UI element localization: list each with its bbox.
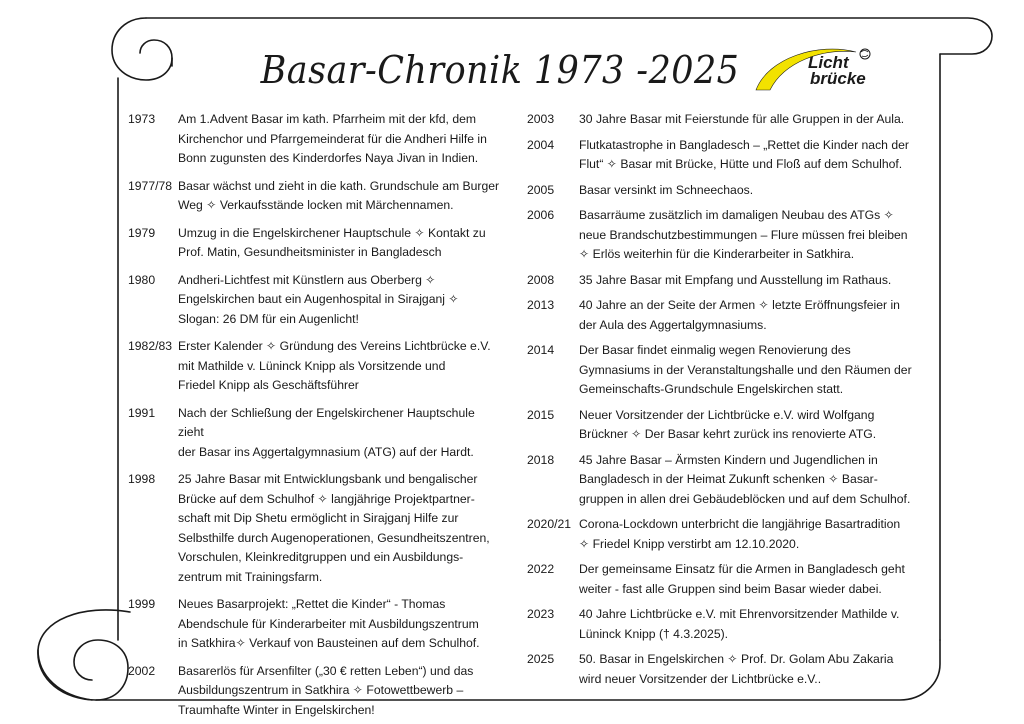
entry-text: 50. Basar in Engelskirchen ✧ Prof. Dr. Golam Abu Zakaria wird neuer Vorsitzender der Lichtbrücke e.V.. <box>579 652 894 686</box>
page-title: Basar-Chronik 1973 -2025 <box>260 48 740 92</box>
entry-text: Basarräume zusätzlich im damaligen Neubau des ATGs ✧ neue Brandschutzbestimmungen – Flure müssen frei bleiben ✧ Erlös weiterhin für die Kinderarbeiter in Satkhira. <box>579 208 908 261</box>
entry-year: 2006 <box>527 208 555 222</box>
entry-year: 1977/78 <box>128 178 173 193</box>
entry-text: Basar versinkt im Schneechaos. <box>579 182 754 197</box>
entry-text: Erster Kalender ✧ Gründung des Vereins Lichtbrücke e.V. mit Mathilde v. Lüninck Knipp als Vorsitzende und Friedel Knipp als Geschäftsführer <box>178 339 491 392</box>
entry-year: 2005 <box>527 182 555 197</box>
logo-text-bruecke: brücke <box>810 69 866 88</box>
lichtbruecke-logo <box>748 38 878 94</box>
entry-text: 25 Jahre Basar mit Entwicklungsbank und bengalischer Brücke auf dem Schulhof ✧ langjährige Projektpartner- schaft mit Dip Shetu ermöglicht in Sirajganj Hilfe zur Selbsthilfe durch Augenoperationen, Gesundheitszentren, Vorschulen, Kleinkreditgruppen und ein Ausbildungs- zentrum mit Trainingsfarm. <box>178 472 490 584</box>
entry-text: 30 Jahre Basar mit Feierstunde für alle Gruppen in der Aula. <box>579 112 905 126</box>
entry-text: Flutkatastrophe in Bangladesch – „Rettet die Kinder nach der Flut“ ✧ Basar mit Brücke, Hütte und Floß auf dem Schulhof. <box>579 137 909 171</box>
entry-year: 1982/83 <box>128 339 173 353</box>
chronicle-entry <box>128 177 500 216</box>
entry-year: 2008 <box>527 272 555 287</box>
entry-year: 2002 <box>128 663 156 678</box>
entry-text: Neues Basarprojekt: „Rettet die Kinder“ - Thomas Abendschule für Kinderarbeiter mit Ausbildungszentrum in Satkhira✧ Verkauf von Bausteinen auf dem Schulhof. <box>178 597 480 650</box>
entry-year: 2013 <box>527 298 555 312</box>
chronicle-entry <box>527 296 922 335</box>
chronicle-entry <box>527 515 922 554</box>
entry-text: 40 Jahre an der Seite der Armen ✧ letzte Eröffnungsfeier in der Aula des Aggertalgymnasiums. <box>579 298 900 332</box>
entry-year: 1973 <box>128 112 156 126</box>
chronicle-entry <box>128 110 500 169</box>
entry-year: 1998 <box>128 472 156 486</box>
entry-text: Neuer Vorsitzender der Lichtbrücke e.V. wird Wolfgang Brückner ✧ Der Basar kehrt zurück ins renovierte ATG. <box>579 407 877 441</box>
chronicle-entry <box>527 451 922 510</box>
entry-year: 1999 <box>128 597 156 611</box>
chronicle-left-column <box>128 110 500 720</box>
chronicle-entry <box>527 560 922 599</box>
chronicle-entry <box>527 136 922 175</box>
chronicle-entry <box>128 662 500 721</box>
entry-year: 1991 <box>128 405 156 420</box>
chronicle-entry <box>128 470 500 587</box>
entry-text: Der Basar findet einmalig wegen Renovierung des Gymnasiums in der Veranstaltungshalle und den Räumen der Gemeinschafts-Grundschule Engelskirchen statt. <box>579 343 912 396</box>
logo-text-licht: Licht <box>808 53 849 72</box>
entry-text: Andheri-Lichtfest mit Künstlern aus Oberberg ✧ Engelskirchen baut ein Augenhospital in Sirajganj ✧ Slogan: 26 DM für ein Augenlicht! <box>178 272 459 326</box>
chronicle-entry <box>527 650 922 689</box>
entry-text: Der gemeinsame Einsatz für die Armen in Bangladesch geht weiter - fast alle Gruppen sind beim Basar wieder dabei. <box>579 562 905 596</box>
entry-text: Corona-Lockdown unterbricht die langjährige Basartradition ✧ Friedel Knipp verstirbt am 12.10.2020. <box>579 517 901 551</box>
entry-text: Am 1.Advent Basar im kath. Pfarrheim mit der kfd, dem Kirchenchor und Pfarrgemeinderat für die Andheri Hilfe in Bonn zugunsten des Kinderdorfes Naya Jivan in Indien. <box>178 112 487 165</box>
entry-text: 35 Jahre Basar mit Empfang und Ausstellung im Rathaus. <box>579 272 892 287</box>
chronicle-entry <box>527 341 922 400</box>
chronicle-entry <box>527 181 922 201</box>
entry-text: Nach der Schließung der Engelskirchener Hauptschule zieht der Basar ins Aggertalgymnasium (ATG) auf der Hardt. <box>178 405 475 459</box>
entry-year: 2014 <box>527 343 555 357</box>
entry-text: 40 Jahre Lichtbrücke e.V. mit Ehrenvorsitzender Mathilde v. Lüninck Knipp († 4.3.2025). <box>579 607 900 641</box>
entry-year: 1979 <box>128 225 156 240</box>
entry-text: Basarerlös für Arsenfilter („30 € retten Leben“) und das Ausbildungszentrum in Satkhira ✧ Fotowettbewerb – Traumhafte Winter in Engelskirchen! <box>178 663 474 717</box>
chronicle-entry <box>128 271 500 330</box>
chronicle-entry <box>128 595 500 654</box>
chronicle-entry <box>128 404 500 463</box>
chronicle-entry <box>527 206 922 265</box>
entry-year: 2018 <box>527 452 555 467</box>
entry-year: 2025 <box>527 652 555 666</box>
entry-year: 2020/21 <box>527 517 572 531</box>
entry-year: 2003 <box>527 112 555 126</box>
chronicle-entry <box>527 406 922 445</box>
entry-text: Umzug in die Engelskirchener Hauptschule ✧ Kontakt zu Prof. Matin, Gesundheitsminister in Bangladesch <box>178 225 486 259</box>
entry-text: 45 Jahre Basar – Ärmsten Kindern und Jugendlichen in Bangladesch in der Heimat Zukunft schenken ✧ Basar- gruppen in allen drei Gebäudeblöcken und auf dem Schulhof. <box>579 452 911 506</box>
entry-text: Basar wächst und zieht in die kath. Grundschule am Burger Weg ✧ Verkaufsstände locken mit Märchennamen. <box>178 178 500 212</box>
entry-year: 2004 <box>527 137 555 152</box>
chronicle-entry <box>128 224 500 263</box>
chronicle-entry <box>128 337 500 396</box>
chronicle-entry <box>527 605 922 644</box>
chronicle-entry <box>527 271 922 291</box>
entry-year: 2022 <box>527 562 555 576</box>
chronicle-entry <box>527 110 922 130</box>
entry-year: 2015 <box>527 407 555 422</box>
entry-year: 1980 <box>128 272 156 287</box>
chronicle-right-column <box>527 110 922 689</box>
entry-year: 2023 <box>527 607 555 621</box>
